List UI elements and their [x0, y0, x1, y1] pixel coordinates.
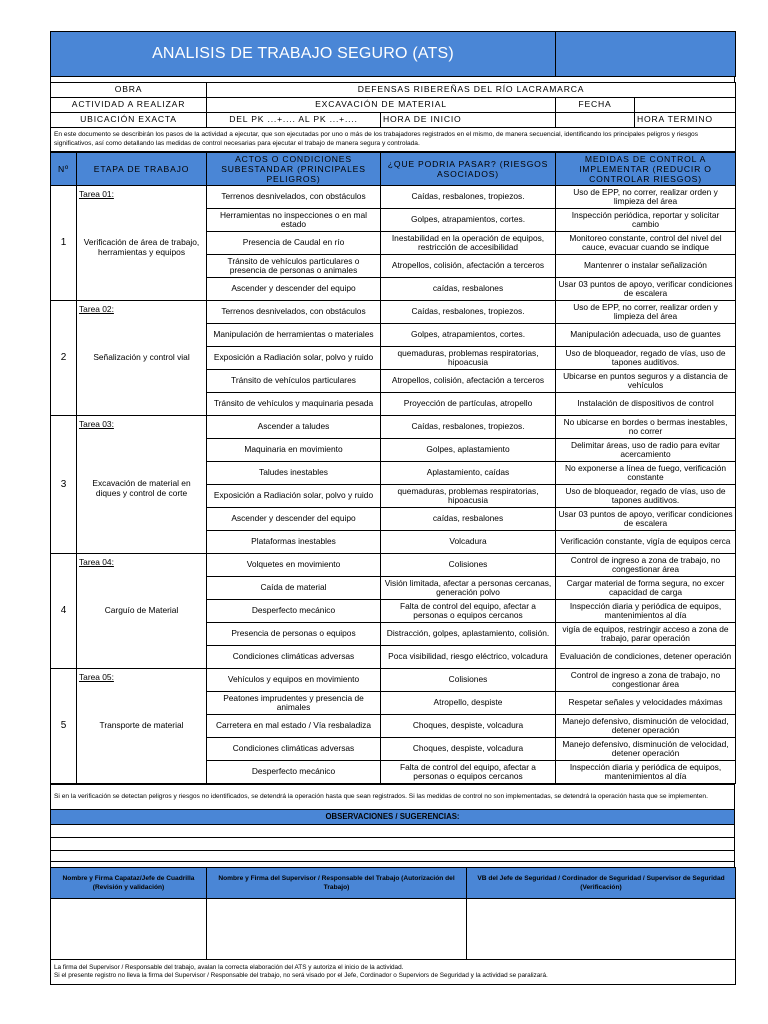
ats-header-table	[50, 31, 736, 77]
risk-cell: Aplastamiento, caídas	[381, 462, 556, 485]
hazard-cell: Tránsito de vehículos particulares o presencia de personas o animales	[207, 255, 381, 278]
task-row	[51, 669, 736, 692]
hazard-cell: Terrenos desnivelados, con obstáculos	[207, 301, 381, 324]
obra-value: DEFENSAS RIBEREÑAS DEL RÍO LACRAMARCA	[207, 83, 736, 98]
task-spacer	[79, 314, 204, 353]
task-tag: Tarea 04:	[79, 557, 114, 567]
verification-table	[50, 784, 735, 862]
control-cell: Cargar material de forma segura, no excer capacidad de carga	[556, 577, 736, 600]
title-logo-cell	[556, 32, 736, 77]
ats-sheet	[50, 31, 735, 985]
task-number: 2	[51, 301, 77, 416]
risk-cell: Caídas, resbalones, tropiezos.	[381, 416, 556, 439]
footer-notes	[51, 960, 736, 985]
hazard-cell: Taludes inestables	[207, 462, 381, 485]
task-description: Señalización y control vial	[93, 352, 190, 363]
hora-inicio-label: HORA DE INICIO	[381, 113, 556, 128]
hazard-cell: Ascender a taludes	[207, 416, 381, 439]
task-row	[51, 301, 736, 324]
control-cell: Inspección diaria y periódica de equipos, mantenimientos al día	[556, 600, 736, 623]
header-actos: ACTOS O CONDICIONES SUBESTANDAR (PRINCIPALES PELIGROS)	[207, 153, 381, 186]
task-tag: Tarea 01:	[79, 189, 114, 199]
control-cell: Instalación de dispositivos de control	[556, 393, 736, 416]
control-cell: Inspección diaria y periódica de equipos, mantenimientos al día	[556, 761, 736, 784]
control-cell: Usar 03 puntos de apoyo, verificar condiciones de escalera	[556, 278, 736, 301]
risk-cell: Volcadura	[381, 531, 556, 554]
control-cell: Manejo defensivo, disminución de velocidad, detener operación	[556, 715, 736, 738]
obra-label: OBRA	[51, 83, 207, 98]
task-description: Verificación de área de trabajo, herramientas y equipos	[83, 237, 200, 257]
task-description: Excavación de material en diques y control de corte	[92, 478, 191, 498]
signature-supervisor-header: Nombre y Firma del Supervisor / Responsable del Trabajo (Autorización del Trabajo)	[207, 868, 467, 899]
hazard-cell: Manipulación de herramientas o materiales	[207, 324, 381, 347]
risk-cell: Choques, despiste, volcadura	[381, 715, 556, 738]
hazard-cell: Caída de material	[207, 577, 381, 600]
risk-cell: Distracción, golpes, aplastamiento, colisión.	[381, 623, 556, 646]
risk-cell: Atropello, despiste	[381, 692, 556, 715]
task-number: 5	[51, 669, 77, 784]
risk-cell: caídas, resbalones	[381, 508, 556, 531]
risk-cell: Poca visibilidad, riesgo eléctrico, volcadura	[381, 646, 556, 669]
signature-capataz-box[interactable]	[51, 899, 207, 960]
task-spacer	[79, 199, 204, 238]
control-cell: No ubicarse en bordes o bermas inestables, no correr	[556, 416, 736, 439]
risk-cell: Golpes, atrapamientos, cortes.	[381, 324, 556, 347]
task-spacer	[79, 429, 204, 479]
signature-capataz-header: Nombre y Firma Capataz/Jefe de Cuadrilla (Revisión y validación)	[51, 868, 207, 899]
task-row	[51, 554, 736, 577]
hazard-cell: Desperfecto mecánico	[207, 761, 381, 784]
signature-seguridad-box[interactable]	[467, 899, 736, 960]
risk-cell: Inestabilidad en la operación de equipos, restricción de accesibilidad	[381, 232, 556, 255]
task-spacer	[79, 682, 204, 721]
risk-cell: Caídas, resbalones, tropiezos.	[381, 301, 556, 324]
risk-cell: Visión limitada, afectar a personas cercanas, generación polvo	[381, 577, 556, 600]
task-stage	[77, 669, 207, 784]
task-tag: Tarea 05:	[79, 672, 114, 682]
hazard-cell: Condiciones climáticas adversas	[207, 738, 381, 761]
observaciones-title: OBSERVACIONES / SUGERENCIAS:	[51, 810, 735, 825]
risk-cell: Caídas, resbalones, tropiezos.	[381, 186, 556, 209]
task-row	[51, 416, 736, 439]
hazard-cell: Carretera en mal estado / Vía resbaladiza	[207, 715, 381, 738]
risk-cell: Falta de control del equipo, afectar a personas o equipos cercanos	[381, 761, 556, 784]
hazard-cell: Maquinaria en movimiento	[207, 439, 381, 462]
hazard-cell: Peatones imprudentes y presencia de animales	[207, 692, 381, 715]
risk-cell: caídas, resbalones	[381, 278, 556, 301]
risk-cell: Atropellos, colisión, afectación a terceros	[381, 370, 556, 393]
control-cell: Uso de EPP, no correr, realizar orden y limpieza del área	[556, 186, 736, 209]
ubicacion-label: UBICACIÓN EXACTA	[51, 113, 207, 128]
task-stage	[77, 416, 207, 554]
document-title: ANALISIS DE TRABAJO SEGURO (ATS)	[51, 32, 556, 77]
control-cell: Uso de EPP, no correr, realizar orden y limpieza del área	[556, 301, 736, 324]
task-row	[51, 186, 736, 209]
header-pasar: ¿QUE PODRIA PASAR? (RIESGOS ASOCIADOS)	[381, 153, 556, 186]
risk-cell: Colisiones	[381, 554, 556, 577]
hazard-cell: Tránsito de vehículos particulares	[207, 370, 381, 393]
header-medidas: MEDIDAS DE CONTROL A IMPLEMENTAR (REDUCIR O CONTROLAR RIESGOS)	[556, 153, 736, 186]
control-cell: Uso de bloqueador, regado de vías, uso de tapones auditivos.	[556, 347, 736, 370]
task-description: Carguío de Material	[104, 605, 179, 616]
control-cell: Manipulación adecuada, uso de guantes	[556, 324, 736, 347]
hazard-cell: Volquetes en movimiento	[207, 554, 381, 577]
hazard-cell: Ascender y descender del equipo	[207, 278, 381, 301]
control-cell: Verificación constante, vigía de equipos cerca	[556, 531, 736, 554]
hazard-cell: Ascender y descender del equipo	[207, 508, 381, 531]
task-stage	[77, 186, 207, 301]
control-cell: Uso de bloqueador, regado de vías, uso de tapones auditivos.	[556, 485, 736, 508]
observaciones-line-2[interactable]	[51, 838, 735, 851]
hazard-cell: Plataformas inestables	[207, 531, 381, 554]
risk-cell: Golpes, atrapamientos, cortes.	[381, 209, 556, 232]
risk-cell: Atropellos, colisión, afectación a terceros	[381, 255, 556, 278]
task-tag: Tarea 02:	[79, 304, 114, 314]
task-number: 3	[51, 416, 77, 554]
task-stage	[77, 554, 207, 669]
control-cell: Inspección periódica, reportar y solicitar cambio	[556, 209, 736, 232]
task-tag: Tarea 03:	[79, 419, 114, 429]
actividad-label: ACTIVIDAD A REALIZAR	[51, 98, 207, 113]
tasks-table	[50, 152, 736, 784]
hazard-cell: Presencia de Caudal en río	[207, 232, 381, 255]
hora-termino-label: HORA TERMINO	[635, 113, 736, 128]
control-cell: Control de ingreso a zona de trabajo, no congestionar área	[556, 554, 736, 577]
risk-cell: Golpes, aplastamiento	[381, 439, 556, 462]
hazard-cell: Tránsito de vehículos y maquinaria pesada	[207, 393, 381, 416]
control-cell: Mantenrer o instalar señalización	[556, 255, 736, 278]
footer-note-2: Si el presente registro no lleva la firma del Supervisor / Responsable del trabajo, no será visado por el Jefe, Cordinador o Superviors de Seguridad y la actividad se paralizará.	[54, 972, 548, 979]
footer-note-1: La firma del Supervisor / Responsable del trabajo, avalan la correcta elaboración del ATS y autoriza el inicio de la actividad.	[54, 963, 404, 971]
hazard-cell: Exposición a Radiación solar, polvo y ruido	[207, 347, 381, 370]
hora-inicio-field[interactable]	[556, 113, 635, 128]
hazard-cell: Terrenos desnivelados, con obstáculos	[207, 186, 381, 209]
risk-cell: Choques, despiste, volcadura	[381, 738, 556, 761]
actividad-value: EXCAVACIÓN DE MATERIAL	[207, 98, 556, 113]
control-cell: Delimitar áreas, uso de radio para evitar acercamiento	[556, 439, 736, 462]
task-number: 4	[51, 554, 77, 669]
risk-cell: Colisiones	[381, 669, 556, 692]
hazard-cell: Desperfecto mecánico	[207, 600, 381, 623]
control-cell: Evaluación de condiciones, detener operación	[556, 646, 736, 669]
risk-cell: quemaduras, problemas respiratorias, hipoacusia	[381, 485, 556, 508]
ubicacion-value: DEL PK ...+.... AL PK ...+....	[207, 113, 381, 128]
control-cell: Usar 03 puntos de apoyo, verificar condiciones de escalera	[556, 508, 736, 531]
fecha-label: FECHA	[556, 98, 635, 113]
observaciones-line-1[interactable]	[51, 825, 735, 838]
task-description: Transporte de material	[99, 720, 184, 731]
control-cell: Control de ingreso a zona de trabajo, no congestionar área	[556, 669, 736, 692]
hazard-cell: Herramientas no inspecciones o en mal estado	[207, 209, 381, 232]
header-etapa: ETAPA DE TRABAJO	[77, 153, 207, 186]
control-cell: Respetar señales y velocidades máximas	[556, 692, 736, 715]
observaciones-line-3[interactable]	[51, 851, 735, 862]
signature-supervisor-box[interactable]	[207, 899, 467, 960]
intro-text: En este documento se describirán los pasos de la actividad a ejecutar, que son ejecutadas por uno o más de los trabajadores registrados en el mismo, de manera secuencial, identificando los principales peligros y riesgos significativos, así como detallando las medidas de control necesarias para ejecutar el trabajo de manera segura y controlada.	[51, 128, 736, 152]
task-number: 1	[51, 186, 77, 301]
control-cell: Manejo defensivo, disminución de velocidad, detener operación	[556, 738, 736, 761]
signature-seguridad-header: VB del Jefe de Seguridad / Cordinador de Seguridad / Supervisor de Seguridad (Verificación)	[467, 868, 736, 899]
control-cell: Ubicarse en puntos seguros y a distancia de vehículos	[556, 370, 736, 393]
hazard-cell: Presencia de personas o equipos	[207, 623, 381, 646]
hazard-cell: Exposición a Radiación solar, polvo y ruido	[207, 485, 381, 508]
control-cell: No exponerse a línea de fuego, verificación constante	[556, 462, 736, 485]
signature-table	[50, 867, 736, 985]
hazard-cell: Condiciones climáticas adversas	[207, 646, 381, 669]
risk-cell: quemaduras, problemas respiratorias, hipoacusia	[381, 347, 556, 370]
verification-note: Si en la verificación se detectan peligros y riesgos no identificados, se detendrá la operación hasta que sean registrados. Si las medidas de control no son implementadas, se detendrá la operación hasta que se implementen.	[51, 785, 735, 810]
risk-cell: Proyección de partículas, atropello	[381, 393, 556, 416]
control-cell: Monitoreo constante, control del nivel del cauce, evacuar cuando se indique	[556, 232, 736, 255]
task-spacer	[79, 567, 204, 606]
header-num: Nº	[51, 153, 77, 186]
hazard-cell: Vehículos y equipos en movimiento	[207, 669, 381, 692]
fecha-field[interactable]	[635, 98, 736, 113]
control-cell: vigía de equipos, restringir acceso a zona de trabajo, parar operación	[556, 623, 736, 646]
info-table	[50, 82, 736, 152]
risk-cell: Falta de control del equipo, afectar a personas o equipos cercanos	[381, 600, 556, 623]
task-stage	[77, 301, 207, 416]
